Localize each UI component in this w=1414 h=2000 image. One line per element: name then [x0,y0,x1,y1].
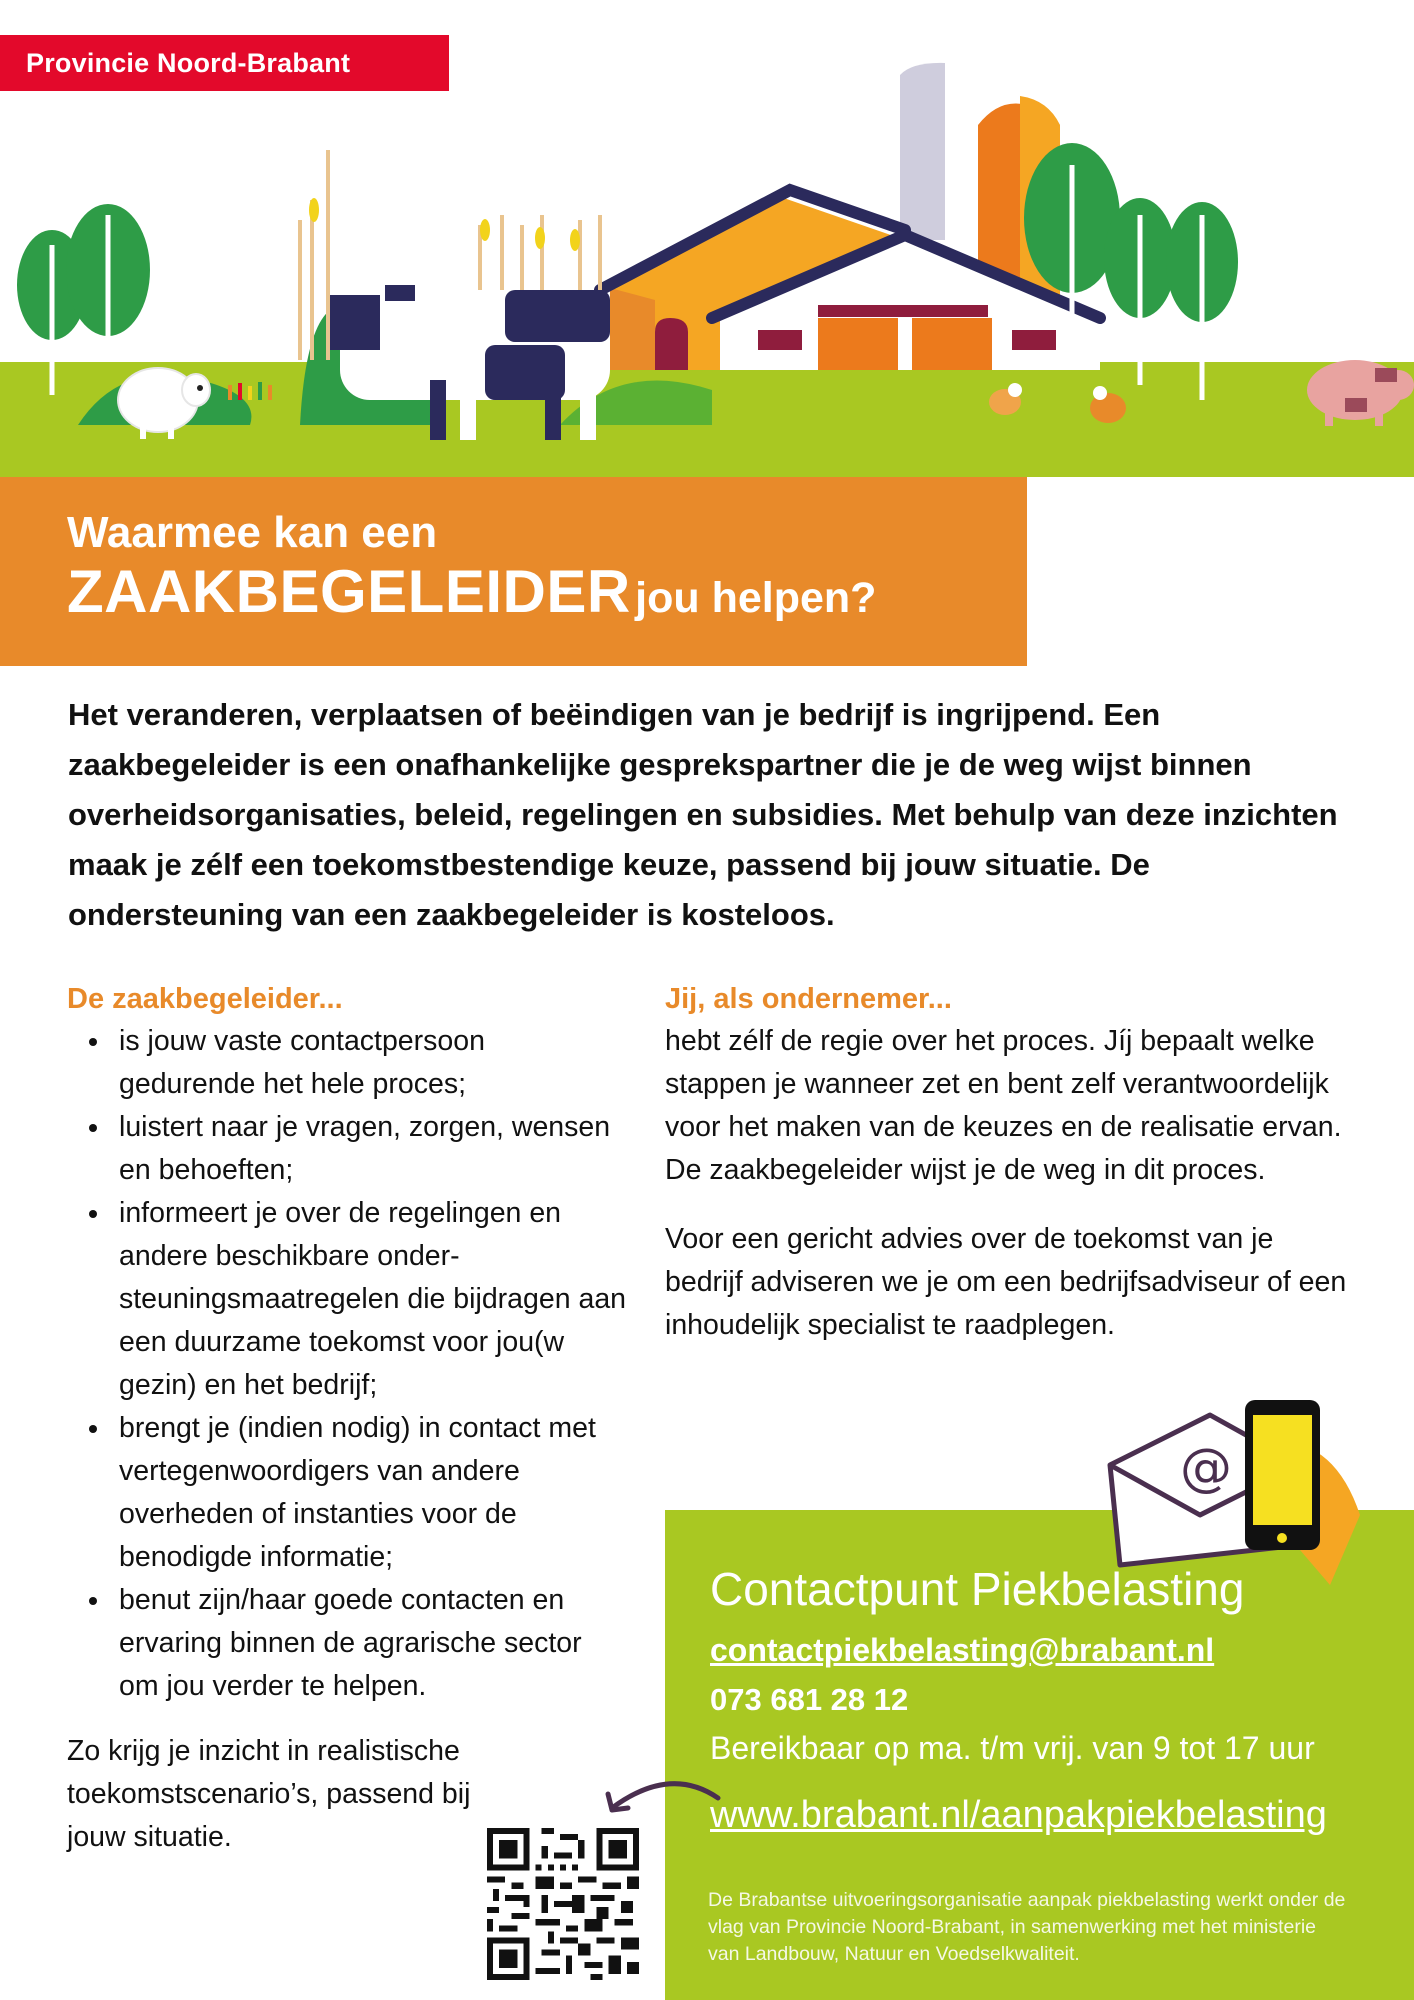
title-banner [0,477,1027,666]
list-item: luistert naar je vragen, zorgen, wensen en behoeften; [67,1106,627,1192]
arrow-icon [600,1770,730,1830]
contact-hours: Bereikbaar op ma. t/m vrij. van 9 tot 17 uur [710,1730,1315,1766]
website-link[interactable]: www.brabant.nl/aanpakpiekbelasting [710,1794,1327,1836]
title-small: jou helpen? [635,573,877,622]
title-line2 [67,557,1027,625]
right-paragraph-2: Voor een gericht advies over de toekomst van je bedrijf adviseren we je om een bedrijfsadviseur of een inhoudelijk specialist te raadplegen. [665,1223,1347,1341]
bullet-list [67,1020,627,1708]
logo-text: Provincie Noord-Brabant [26,47,351,78]
intro-paragraph: Het veranderen, verplaatsen of beëindigen van je bedrijf is ingrijpend. Een zaakbegeleider is een onafhankelijke gesprekspartner die je de weg wijst binnen overheidsorganisaties, beleid, regelingen en subsidies. Met behulp van deze inzichten maak je zélf een toekomstbestendige keuze, passend bij jouw situatie. De ondersteuning van een zaakbegeleider is kosteloos. [68,697,1338,932]
contact-title: Contactpunt Piekbelasting [710,1563,1245,1615]
contact-phone[interactable]: 073 681 28 12 [710,1682,909,1717]
right-column [665,978,1355,1347]
svg-text:@: @ [1180,1438,1232,1498]
list-item: is jouw vaste contactpersoon gedurende het hele proces; [67,1020,627,1106]
list-item: informeert je over de regelingen en andere beschikbare onder-steuningsmaatregelen die bijdragen aan een duurzame toekomst voor jou(w gezin) en het bedrijf; [67,1192,627,1407]
title-line1: Waarmee kan een [67,508,438,557]
title-big: ZAAKBEGELEIDER [67,557,631,625]
contact-email-link[interactable]: contactpiekbelasting@brabant.nl [710,1632,1215,1668]
left-column [67,978,627,1708]
conclusion-text: Zo krijg je inzicht in realistische toekomstscenario’s, passend bij jouw situatie. [67,1735,471,1853]
right-heading: Jij, als ondernemer... [665,983,952,1015]
list-item: brengt je (indien nodig) in contact met vertegenwoordigers van andere overheden of instanties voor de benodigde informatie; [67,1407,627,1579]
left-heading: De zaakbegeleider... [67,983,343,1015]
footer-note: De Brabantse uitvoeringsorganisatie aanpak piekbelasting werkt onder de vlag van Provincie Noord-Brabant, in samenwerking met het ministerie van Landbouw, Natuur en Voedselkwaliteit. [708,1889,1346,1965]
list-item: benut zijn/haar goede contacten en ervaring binnen de agrarische sector om jou verder te helpen. [67,1579,627,1708]
province-logo[interactable] [0,35,449,91]
right-paragraph-1: hebt zélf de regie over het proces. Jíj bepaalt welke stappen je wanneer zet en bent zelf verantwoordelijk voor het maken van de keuzes en de realisatie ervan. De zaakbegeleider wijst je de weg in dit proces. [665,1025,1342,1186]
qr-code[interactable] [487,1828,639,1980]
